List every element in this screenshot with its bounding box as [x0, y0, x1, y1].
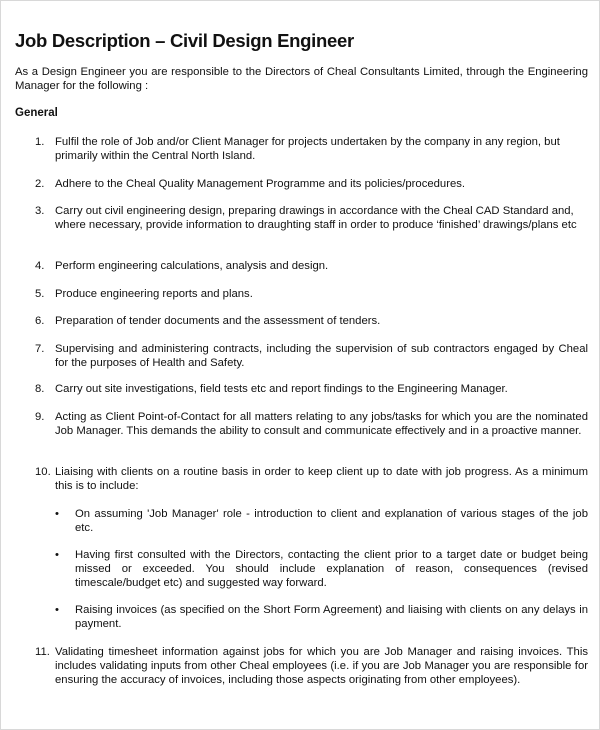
- list-item: [35, 135, 588, 163]
- list-item: [35, 204, 588, 232]
- list-item: [35, 382, 588, 396]
- bullet-text: On assuming 'Job Manager' role - introduction to client and explanation of various stages of the job etc.: [75, 508, 588, 534]
- item-text: Supervising and administering contracts, including the supervision of sub contractors engaged by Cheal for the purposes of Health and Safety.: [55, 343, 588, 369]
- bullet-item: [55, 603, 588, 631]
- item-number: 4.: [35, 260, 45, 272]
- list-item: [35, 342, 588, 370]
- item-text: Validating timesheet information against jobs for which you are Job Manager and raising invoices. This includes validating inputs from other Cheal employees (i.e. if you are Job Manager you are responsible for ensuring the accuracy of invoices, including those aspects originating from other employees).: [55, 646, 588, 686]
- bullet-text: Raising invoices (as specified on the Short Form Agreement) and liaising with clients on any delays in payment.: [75, 604, 588, 630]
- bullet-text: Having first consulted with the Directors, contacting the client prior to a target date or budget being missed or exceeded. You should include explanation of reason, consequences (revised timescale/budget etc) and suggested way forward.: [75, 549, 588, 589]
- list-item: [35, 314, 588, 328]
- list-item: [35, 465, 588, 493]
- item-text: Produce engineering reports and plans.: [55, 288, 253, 300]
- item-text: Perform engineering calculations, analysis and design.: [55, 260, 329, 272]
- item-number: 8.: [35, 383, 45, 395]
- item-number: 5.: [35, 288, 45, 300]
- item-number: 9.: [35, 411, 45, 423]
- list-item: [35, 259, 588, 273]
- bullet-item: [55, 548, 588, 590]
- list-item: [35, 410, 588, 438]
- item-text: Carry out site investigations, field tests etc and report findings to the Engineering Manager.: [55, 383, 508, 395]
- item-text: Acting as Client Point-of-Contact for all matters relating to any jobs/tasks for which you are the nominated Job Manager. This demands the ability to consult and communicate effectively and in a proactive manner.: [55, 411, 588, 437]
- bullet-icon: •: [55, 604, 59, 616]
- item-text: Fulfil the role of Job and/or Client Manager for projects undertaken by the company in any region, but primarily within the Central North Island.: [55, 136, 560, 162]
- item-number: 2.: [35, 178, 45, 190]
- item-number: 11.: [35, 646, 50, 658]
- list-item: [35, 645, 588, 687]
- bullet-icon: •: [55, 508, 59, 520]
- document-title: Job Description – Civil Design Engineer: [15, 30, 354, 51]
- bullet-item: [55, 507, 588, 535]
- list-item: [35, 177, 588, 191]
- item-text: Preparation of tender documents and the assessment of tenders.: [55, 315, 381, 327]
- item-number: 7.: [35, 343, 45, 355]
- item-text: Carry out civil engineering design, preparing drawings in accordance with the Cheal CAD Standard and, where necessary, provide information to draughting staff in order to produce ‘finished’ drawings/plans etc: [55, 205, 577, 231]
- item-number: 10.: [35, 466, 51, 478]
- bullet-icon: •: [55, 549, 59, 561]
- item-text: Liaising with clients on a routine basis in order to keep client up to date with job progress. As a minimum this is to include:: [55, 466, 588, 492]
- intro-paragraph: As a Design Engineer you are responsible to the Directors of Cheal Consultants Limited, through the Engineering Manager for the following :: [15, 66, 588, 92]
- item-number: 1.: [35, 136, 45, 148]
- section-heading: General: [15, 107, 58, 119]
- list-item: [35, 287, 588, 301]
- item-number: 3.: [35, 205, 45, 217]
- item-text: Adhere to the Cheal Quality Management Programme and its policies/procedures.: [55, 178, 466, 190]
- item-number: 6.: [35, 315, 45, 327]
